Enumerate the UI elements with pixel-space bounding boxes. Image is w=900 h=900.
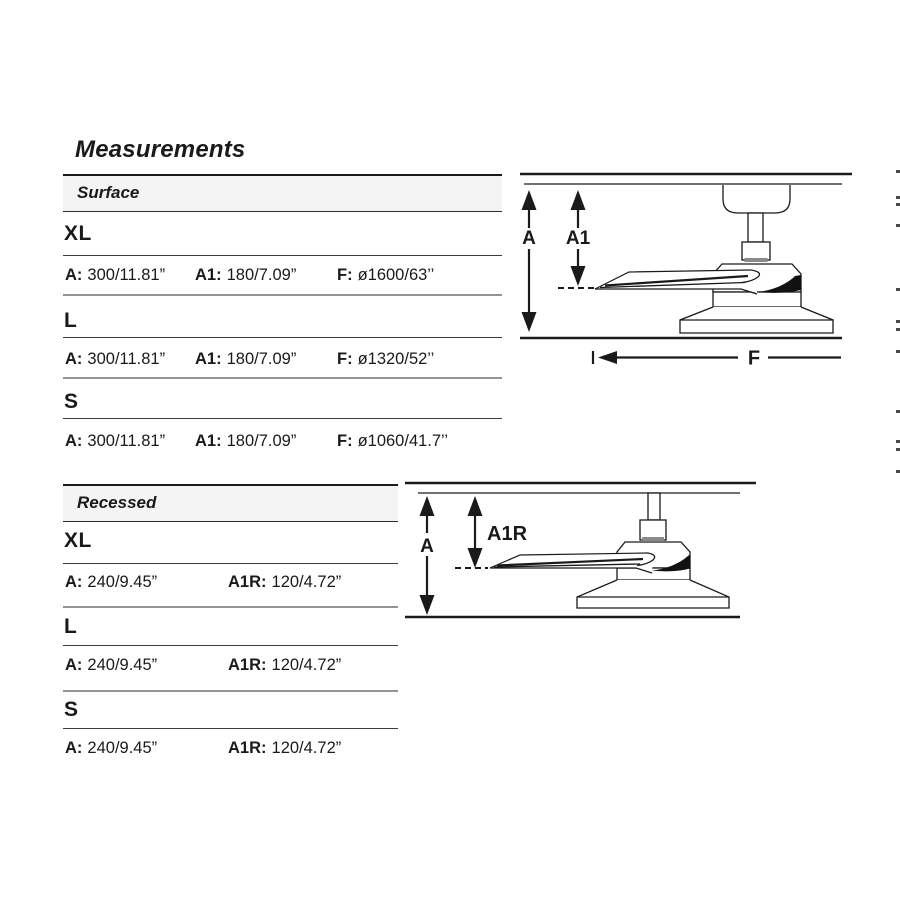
spec-a: A: 240/9.45” <box>65 656 158 674</box>
edge-artifact-mark <box>896 440 900 443</box>
divider <box>63 728 398 729</box>
spec-f: F: ø1600/63’’ <box>337 266 435 284</box>
edge-artifact-mark <box>896 288 900 291</box>
light-bell <box>577 580 729 608</box>
surface-specs-xl <box>63 266 502 288</box>
recessed-specs-l <box>63 656 398 678</box>
divider <box>63 255 502 256</box>
surface-specs-s <box>63 432 502 454</box>
label-a1: A1 <box>565 228 591 249</box>
canopy <box>723 185 790 213</box>
edge-artifact-mark <box>896 350 900 353</box>
spec-a1r: A1R: 120/4.72” <box>228 739 342 757</box>
spec-a: A: 300/11.81” <box>65 350 166 368</box>
recessed-fan-diagram <box>400 475 760 625</box>
coupling <box>742 242 770 260</box>
edge-artifact-mark <box>896 224 900 227</box>
divider <box>63 690 398 692</box>
recessed-size-s: S <box>64 698 79 721</box>
spec-a: A: 240/9.45” <box>65 573 158 591</box>
surface-header-label: Surface <box>77 183 140 202</box>
surface-specs-l <box>63 350 502 372</box>
spec-a1: A1: 180/7.09” <box>195 432 297 450</box>
edge-artifact-mark <box>896 410 900 413</box>
divider <box>63 294 502 296</box>
spec-a1: A1: 180/7.09” <box>195 266 297 284</box>
spec-f: F: ø1060/41.7’’ <box>337 432 449 450</box>
recessed-header-label: Recessed <box>77 493 157 512</box>
downrod <box>748 213 763 242</box>
divider <box>63 377 502 379</box>
edge-artifact-mark <box>896 320 900 323</box>
recessed-spec-table <box>63 484 398 769</box>
divider <box>63 606 398 608</box>
edge-artifact-mark <box>896 196 900 199</box>
page-title: Measurements <box>75 136 246 163</box>
dimension-arrow-f <box>593 351 841 364</box>
surface-spec-table <box>63 174 502 459</box>
spec-a: A: 300/11.81” <box>65 266 166 284</box>
spec-f: F: ø1320/52’’ <box>337 350 435 368</box>
surface-fan-diagram <box>505 165 900 375</box>
label-a1r: A1R <box>487 523 528 545</box>
edge-artifact-mark <box>896 470 900 473</box>
surface-size-s: S <box>64 390 79 413</box>
surface-size-xl: XL <box>64 222 92 245</box>
spec-a1r: A1R: 120/4.72” <box>228 656 342 674</box>
recessed-specs-xl <box>63 573 398 595</box>
dimension-arrow-a <box>522 190 537 332</box>
divider <box>63 563 398 564</box>
coupling-shadow <box>642 537 664 541</box>
label-a: A <box>522 228 536 249</box>
spec-a1: A1: 180/7.09” <box>195 350 297 368</box>
spec-a1r: A1R: 120/4.72” <box>228 573 342 591</box>
downrod <box>648 493 660 520</box>
dimension-arrow-a1r <box>468 496 483 568</box>
coupling-shadow <box>745 258 768 262</box>
label-f: F <box>747 347 761 370</box>
label-a: A <box>420 536 434 557</box>
recessed-section-header <box>63 484 398 522</box>
blade-ring <box>713 292 801 307</box>
recessed-size-xl: XL <box>64 529 92 552</box>
surface-size-l: L <box>64 309 78 332</box>
spec-a: A: 300/11.81” <box>65 432 166 450</box>
edge-artifact-mark <box>896 448 900 451</box>
recessed-specs-s <box>63 739 398 761</box>
divider <box>63 645 398 646</box>
recessed-size-l: L <box>64 615 78 638</box>
surface-section-header <box>63 174 502 212</box>
divider <box>63 337 502 338</box>
edge-artifact-mark <box>896 170 900 173</box>
edge-artifact-mark <box>896 203 900 206</box>
spec-a: A: 240/9.45” <box>65 739 158 757</box>
edge-artifact-mark <box>896 328 900 331</box>
divider <box>63 418 502 419</box>
